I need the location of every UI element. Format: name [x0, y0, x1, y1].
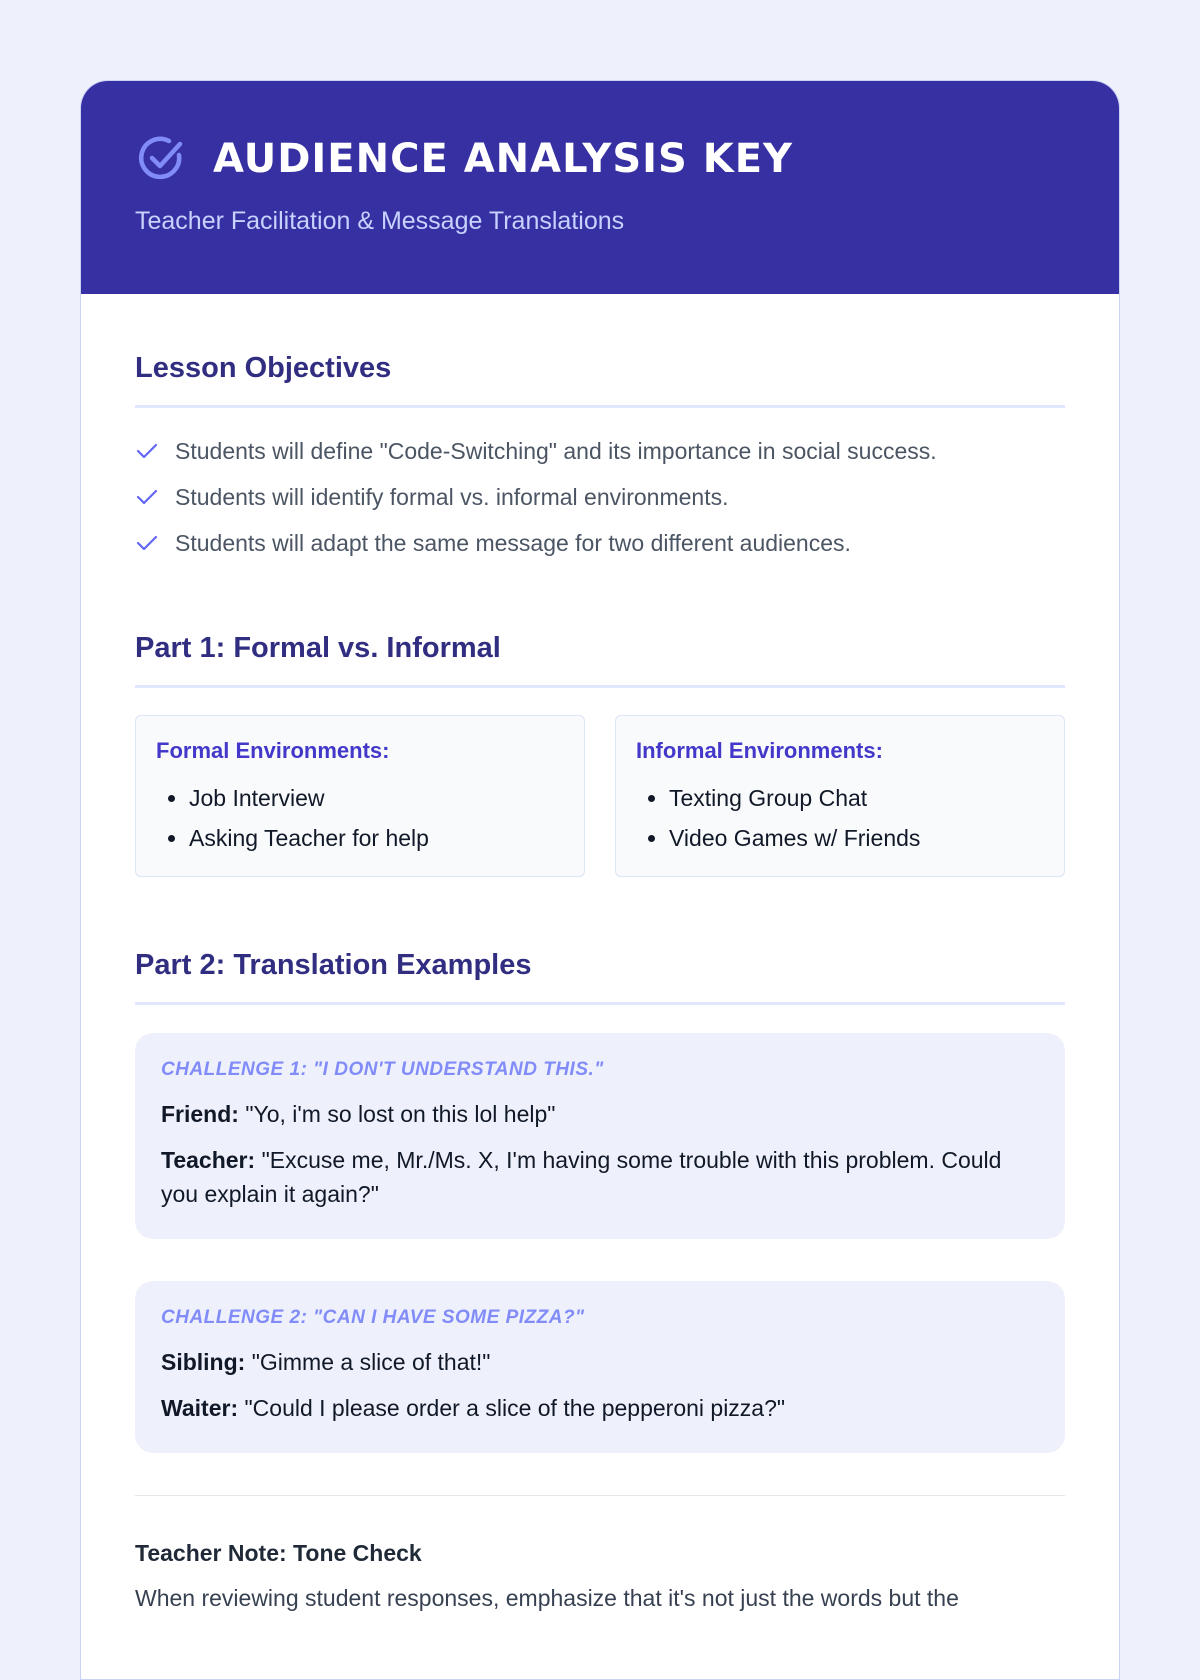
list-item: • Video Games w/ Friends: [669, 818, 1044, 858]
translation-text: "Gimme a slice of that!": [251, 1349, 491, 1375]
formal-environments-list: [156, 778, 564, 858]
translation-line: [161, 1097, 1039, 1131]
page-subtitle: Teacher Facilitation & Message Translations: [135, 207, 625, 235]
speaker-label: Teacher:: [161, 1147, 256, 1173]
formal-environments-box: [135, 715, 585, 877]
objective-item: [135, 474, 1065, 520]
informal-environments-title: Informal Environments:: [636, 738, 883, 763]
translation-text: "Excuse me, Mr./Ms. X, I'm having some trouble with this problem. Could you explain it again?": [161, 1147, 1002, 1207]
speaker-label: Waiter:: [161, 1395, 239, 1421]
translation-text: "Yo, i'm so lost on this lol help": [245, 1101, 556, 1127]
translation-text: "Could I please order a slice of the pepperoni pizza?": [244, 1395, 786, 1421]
list-item: • Job Interview: [189, 778, 564, 818]
card-body: [81, 294, 1119, 1612]
informal-environments-list: [636, 778, 1044, 858]
part1-section: [135, 632, 1065, 877]
objective-item: [135, 520, 1065, 566]
objectives-heading: Lesson Objectives: [135, 352, 1065, 408]
challenge-card: [135, 1033, 1065, 1239]
list-item: • Asking Teacher for help: [189, 818, 564, 858]
formal-environments-title: Formal Environments:: [156, 738, 390, 763]
objectives-section: [135, 352, 1065, 566]
header: [81, 81, 1119, 294]
part2-heading: Part 2: Translation Examples: [135, 949, 1065, 1005]
list-item: • Texting Group Chat: [669, 778, 1044, 818]
challenge-label: CHALLENGE 1: "I DON'T UNDERSTAND THIS.": [161, 1059, 604, 1080]
part2-section: [135, 949, 1065, 1453]
teacher-note-section: [135, 1540, 1065, 1612]
speaker-label: Friend:: [161, 1101, 239, 1127]
translation-line: [161, 1345, 1039, 1379]
objective-text: Students will identify formal vs. informal environments.: [175, 483, 729, 510]
answer-key-card: [80, 80, 1120, 1680]
divider: [135, 1495, 1065, 1496]
challenge-card: [135, 1281, 1065, 1453]
objectives-list: [135, 428, 1065, 566]
objective-text: Students will define "Code-Switching" and its importance in social success.: [175, 437, 937, 464]
checkmark-icon: [135, 485, 159, 509]
title-row: [135, 133, 1065, 185]
speaker-label: Sibling:: [161, 1349, 246, 1375]
page-title: AUDIENCE ANALYSIS KEY: [213, 136, 794, 182]
informal-environments-box: [615, 715, 1065, 877]
translation-line: [161, 1143, 1039, 1211]
check-circle-icon: [135, 133, 187, 185]
teacher-note-title: Teacher Note: Tone Check: [135, 1540, 422, 1566]
checkmark-icon: [135, 439, 159, 463]
environment-grid: [135, 715, 1065, 877]
objective-text: Students will adapt the same message for two different audiences.: [175, 529, 851, 556]
challenge-label: CHALLENGE 2: "CAN I HAVE SOME PIZZA?": [161, 1307, 585, 1328]
checkmark-icon: [135, 531, 159, 555]
objective-item: [135, 428, 1065, 474]
part1-heading: Part 1: Formal vs. Informal: [135, 632, 1065, 688]
teacher-note-text: When reviewing student responses, emphasize that it's not just the words but the: [135, 1585, 959, 1611]
translation-line: [161, 1391, 1039, 1425]
